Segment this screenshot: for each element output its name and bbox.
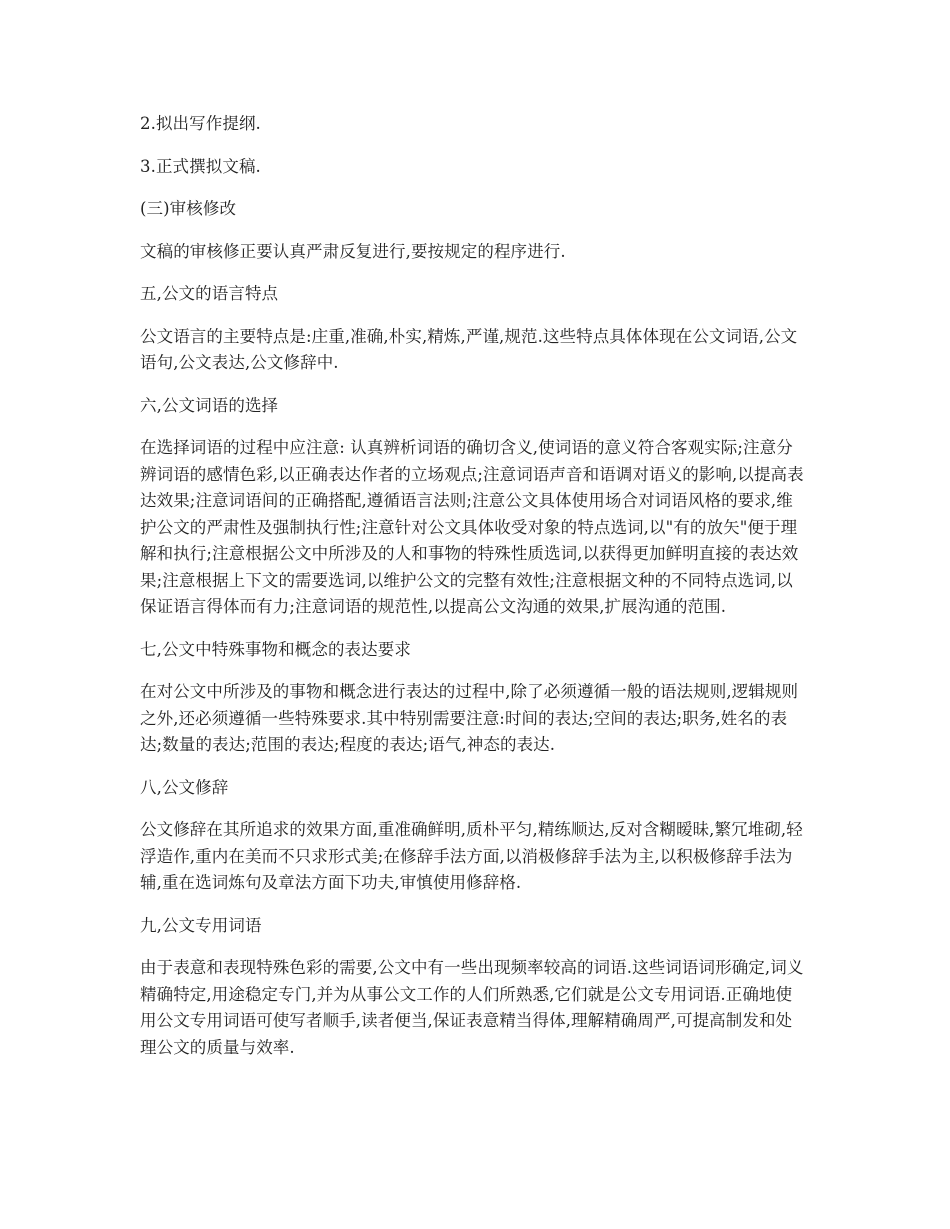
document-page: [140, 111, 808, 1077]
word-choice-paragraph: 在选择词语的过程中应注意: 认真辨析词语的确切含义,使词语的意义符合客观实际;注意分辨词语的感情色彩,以正确表达作者的立场观点;注意词语声音和语调对语义的影响,以提高表达效果;注意词语间的正确搭配,遵循语言法则;注意公文具体使用场合对词语风格的要求,维护公文的严肃性及强制执行性;注意针对公文具体收受对象的特点选词,以"有的放矢"便于理解和执行;注意根据公文中所涉及的人和事物的特殊性质选词,以获得更加鲜明直接的表达效果;注意根据上下文的需要选词,以维护公文的完整有效性;注意根据文种的不同特点选词,以保证语言得体而有力;注意词语的规范性,以提高公文沟通的效果,扩展沟通的范围.: [140, 438, 804, 616]
heading-section-7: 七,公文中特殊事物和概念的表达要求: [140, 639, 411, 659]
review-paragraph: 文稿的审核修正要认真严肃反复进行,要按规定的程序进行.: [140, 241, 566, 261]
expression-requirements-paragraph: 在对公文中所涉及的事物和概念进行表达的过程中,除了必须遵循一般的语法规则,逻辑规则之外,还必须遵循一些特殊要求.其中特别需要注意:时间的表达;空间的表达;职务,姓名的表达;数量的表达;范围的表达;程度的表达;语气,神态的表达.: [140, 682, 799, 754]
heading-section-6: 六,公文词语的选择: [140, 395, 279, 415]
language-features-paragraph: 公文语言的主要特点是:庄重,准确,朴实,精炼,严谨,规范.这些特点具体体现在公文词语,公文语句,公文表达,公文修辞中.: [140, 326, 798, 372]
heading-section-5: 五,公文的语言特点: [140, 284, 279, 303]
special-terms-paragraph: 由于表意和表现特殊色彩的需要,公文中有一些出现频率较高的词语.这些词语词形确定,词义精确特定,用途稳定专门,并为从事公文工作的人们所熟悉,它们就是公文专用词语.正确地使用公文专用词语可使写者顺手,读者便当,保证表意精当得体,理解精确周严,可提高制发和处理公文的质量与效率.: [140, 958, 804, 1057]
heading-section-9: 九,公文专用词语: [140, 915, 262, 935]
heading-section-8: 八,公文修辞: [140, 777, 229, 797]
rhetoric-paragraph: 公文修辞在其所追求的效果方面,重准确鲜明,质朴平匀,精练顺达,反对含糊暧昧,繁冗堆砌,轻浮造作,重内在美而不只求形式美;在修辞手法方面,以消极修辞手法为主,以积极修辞手法为辅,重在选词炼句及章法方面下功夫,审慎使用修辞格.: [140, 820, 803, 892]
outline-step-3: 3.正式撰拟文稿.: [140, 156, 261, 176]
outline-step-2: 2.拟出写作提纲.: [140, 114, 261, 133]
subheading-review: (三)审核修改: [140, 199, 237, 218]
